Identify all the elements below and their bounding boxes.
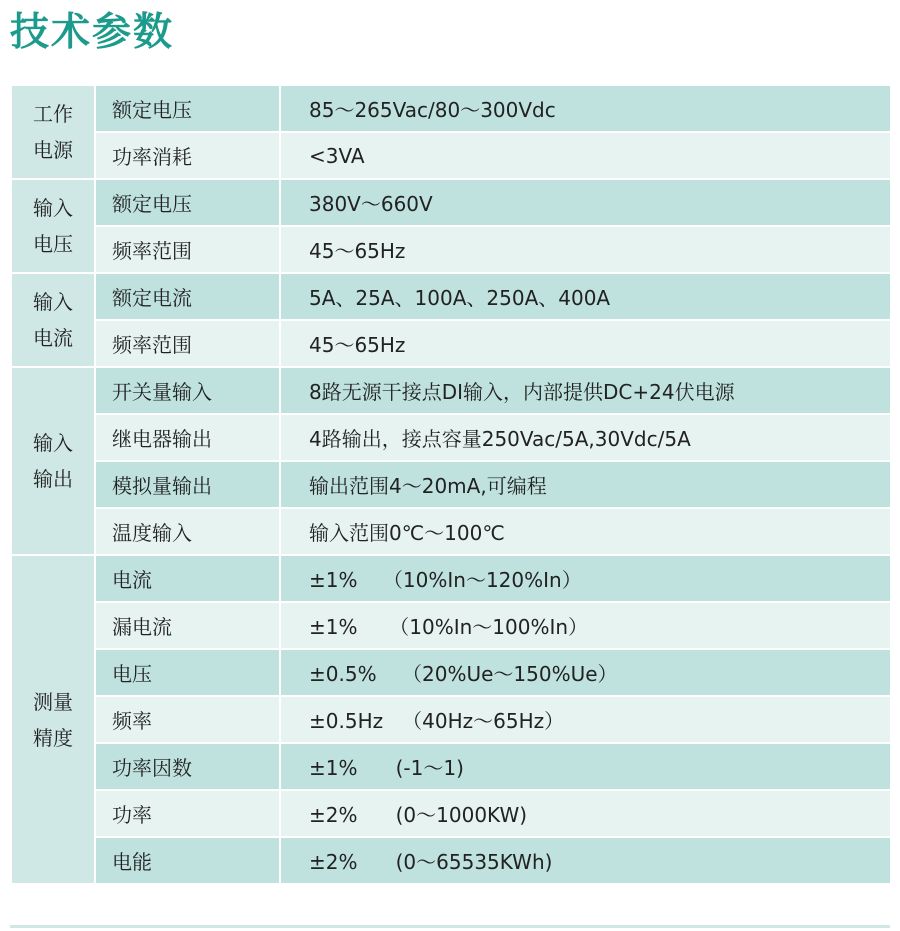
parameter-value: 输入范围0℃～100℃ xyxy=(280,508,891,555)
parameter-name: 频率范围 xyxy=(95,320,280,367)
group-label-line: 电压 xyxy=(33,232,73,256)
group-label xyxy=(11,555,95,884)
parameter-value: 输出范围4～20mA,可编程 xyxy=(280,461,891,508)
parameter-name: 继电器输出 xyxy=(95,414,280,461)
parameter-name: 电压 xyxy=(95,649,280,696)
parameter-value: ±1% (-1～1) xyxy=(280,743,891,790)
parameter-name: 频率 xyxy=(95,696,280,743)
parameter-name: 功率消耗 xyxy=(95,132,280,179)
table-row xyxy=(11,508,891,555)
table-row xyxy=(11,790,891,837)
group-label-line: 输入 xyxy=(33,290,73,314)
parameter-name: 频率范围 xyxy=(95,226,280,273)
parameter-name: 额定电流 xyxy=(95,273,280,320)
table-row xyxy=(11,85,891,132)
parameter-value: ±0.5Hz （40Hz～65Hz） xyxy=(280,696,891,743)
table-row xyxy=(11,837,891,884)
table-row xyxy=(11,461,891,508)
parameter-value: 45～65Hz xyxy=(280,226,891,273)
parameter-value: ±1% （10%In～100%In） xyxy=(280,602,891,649)
parameter-value: 8路无源干接点DI输入，内部提供DC+24伏电源 xyxy=(280,367,891,414)
group-label xyxy=(11,85,95,179)
group-label-line: 电流 xyxy=(33,326,73,350)
parameter-name: 开关量输入 xyxy=(95,367,280,414)
table-row xyxy=(11,132,891,179)
bottom-rule xyxy=(10,925,890,928)
parameter-value: ±0.5% （20%Ue～150%Ue） xyxy=(280,649,891,696)
table-row xyxy=(11,555,891,602)
spec-table xyxy=(10,84,892,885)
table-row xyxy=(11,696,891,743)
group-label-line: 测量 xyxy=(33,689,73,714)
group-label xyxy=(11,367,95,555)
group-label-line: 输出 xyxy=(33,467,73,491)
parameter-value: 45～65Hz xyxy=(280,320,891,367)
parameter-name: 温度输入 xyxy=(95,508,280,555)
parameter-value: 5A、25A、100A、250A、400A xyxy=(280,273,891,320)
parameter-value: 4路输出，接点容量250Vac/5A,30Vdc/5A xyxy=(280,414,891,461)
table-row xyxy=(11,179,891,226)
parameter-name: 漏电流 xyxy=(95,602,280,649)
table-row xyxy=(11,743,891,790)
parameter-value: 380V～660V xyxy=(280,179,891,226)
group-label-line: 工作 xyxy=(33,102,73,126)
parameter-name: 功率 xyxy=(95,790,280,837)
table-row xyxy=(11,320,891,367)
parameter-name: 电流 xyxy=(95,555,280,602)
parameter-name: 模拟量输出 xyxy=(95,461,280,508)
table-row xyxy=(11,649,891,696)
parameter-value: ±2% (0～65535KWh) xyxy=(280,837,891,884)
spec-table-body xyxy=(11,85,891,884)
parameter-name: 额定电压 xyxy=(95,179,280,226)
parameter-name: 额定电压 xyxy=(95,85,280,132)
table-row xyxy=(11,367,891,414)
group-label xyxy=(11,273,95,367)
table-row xyxy=(11,602,891,649)
group-label-line: 电源 xyxy=(33,138,73,162)
page-title: 技术参数 xyxy=(10,10,175,55)
table-row xyxy=(11,226,891,273)
parameter-value: ±2% (0～1000KW) xyxy=(280,790,891,837)
group-label-line: 精度 xyxy=(33,725,73,750)
parameter-name: 电能 xyxy=(95,837,280,884)
group-label-line: 输入 xyxy=(33,431,73,455)
table-row xyxy=(11,273,891,320)
group-label xyxy=(11,179,95,273)
table-row xyxy=(11,414,891,461)
group-label-line: 输入 xyxy=(33,196,73,220)
parameter-value: <3VA xyxy=(280,132,891,179)
parameter-name: 功率因数 xyxy=(95,743,280,790)
parameter-value: 85～265Vac/80～300Vdc xyxy=(280,85,891,132)
parameter-value: ±1% （10%In～120%In） xyxy=(280,555,891,602)
